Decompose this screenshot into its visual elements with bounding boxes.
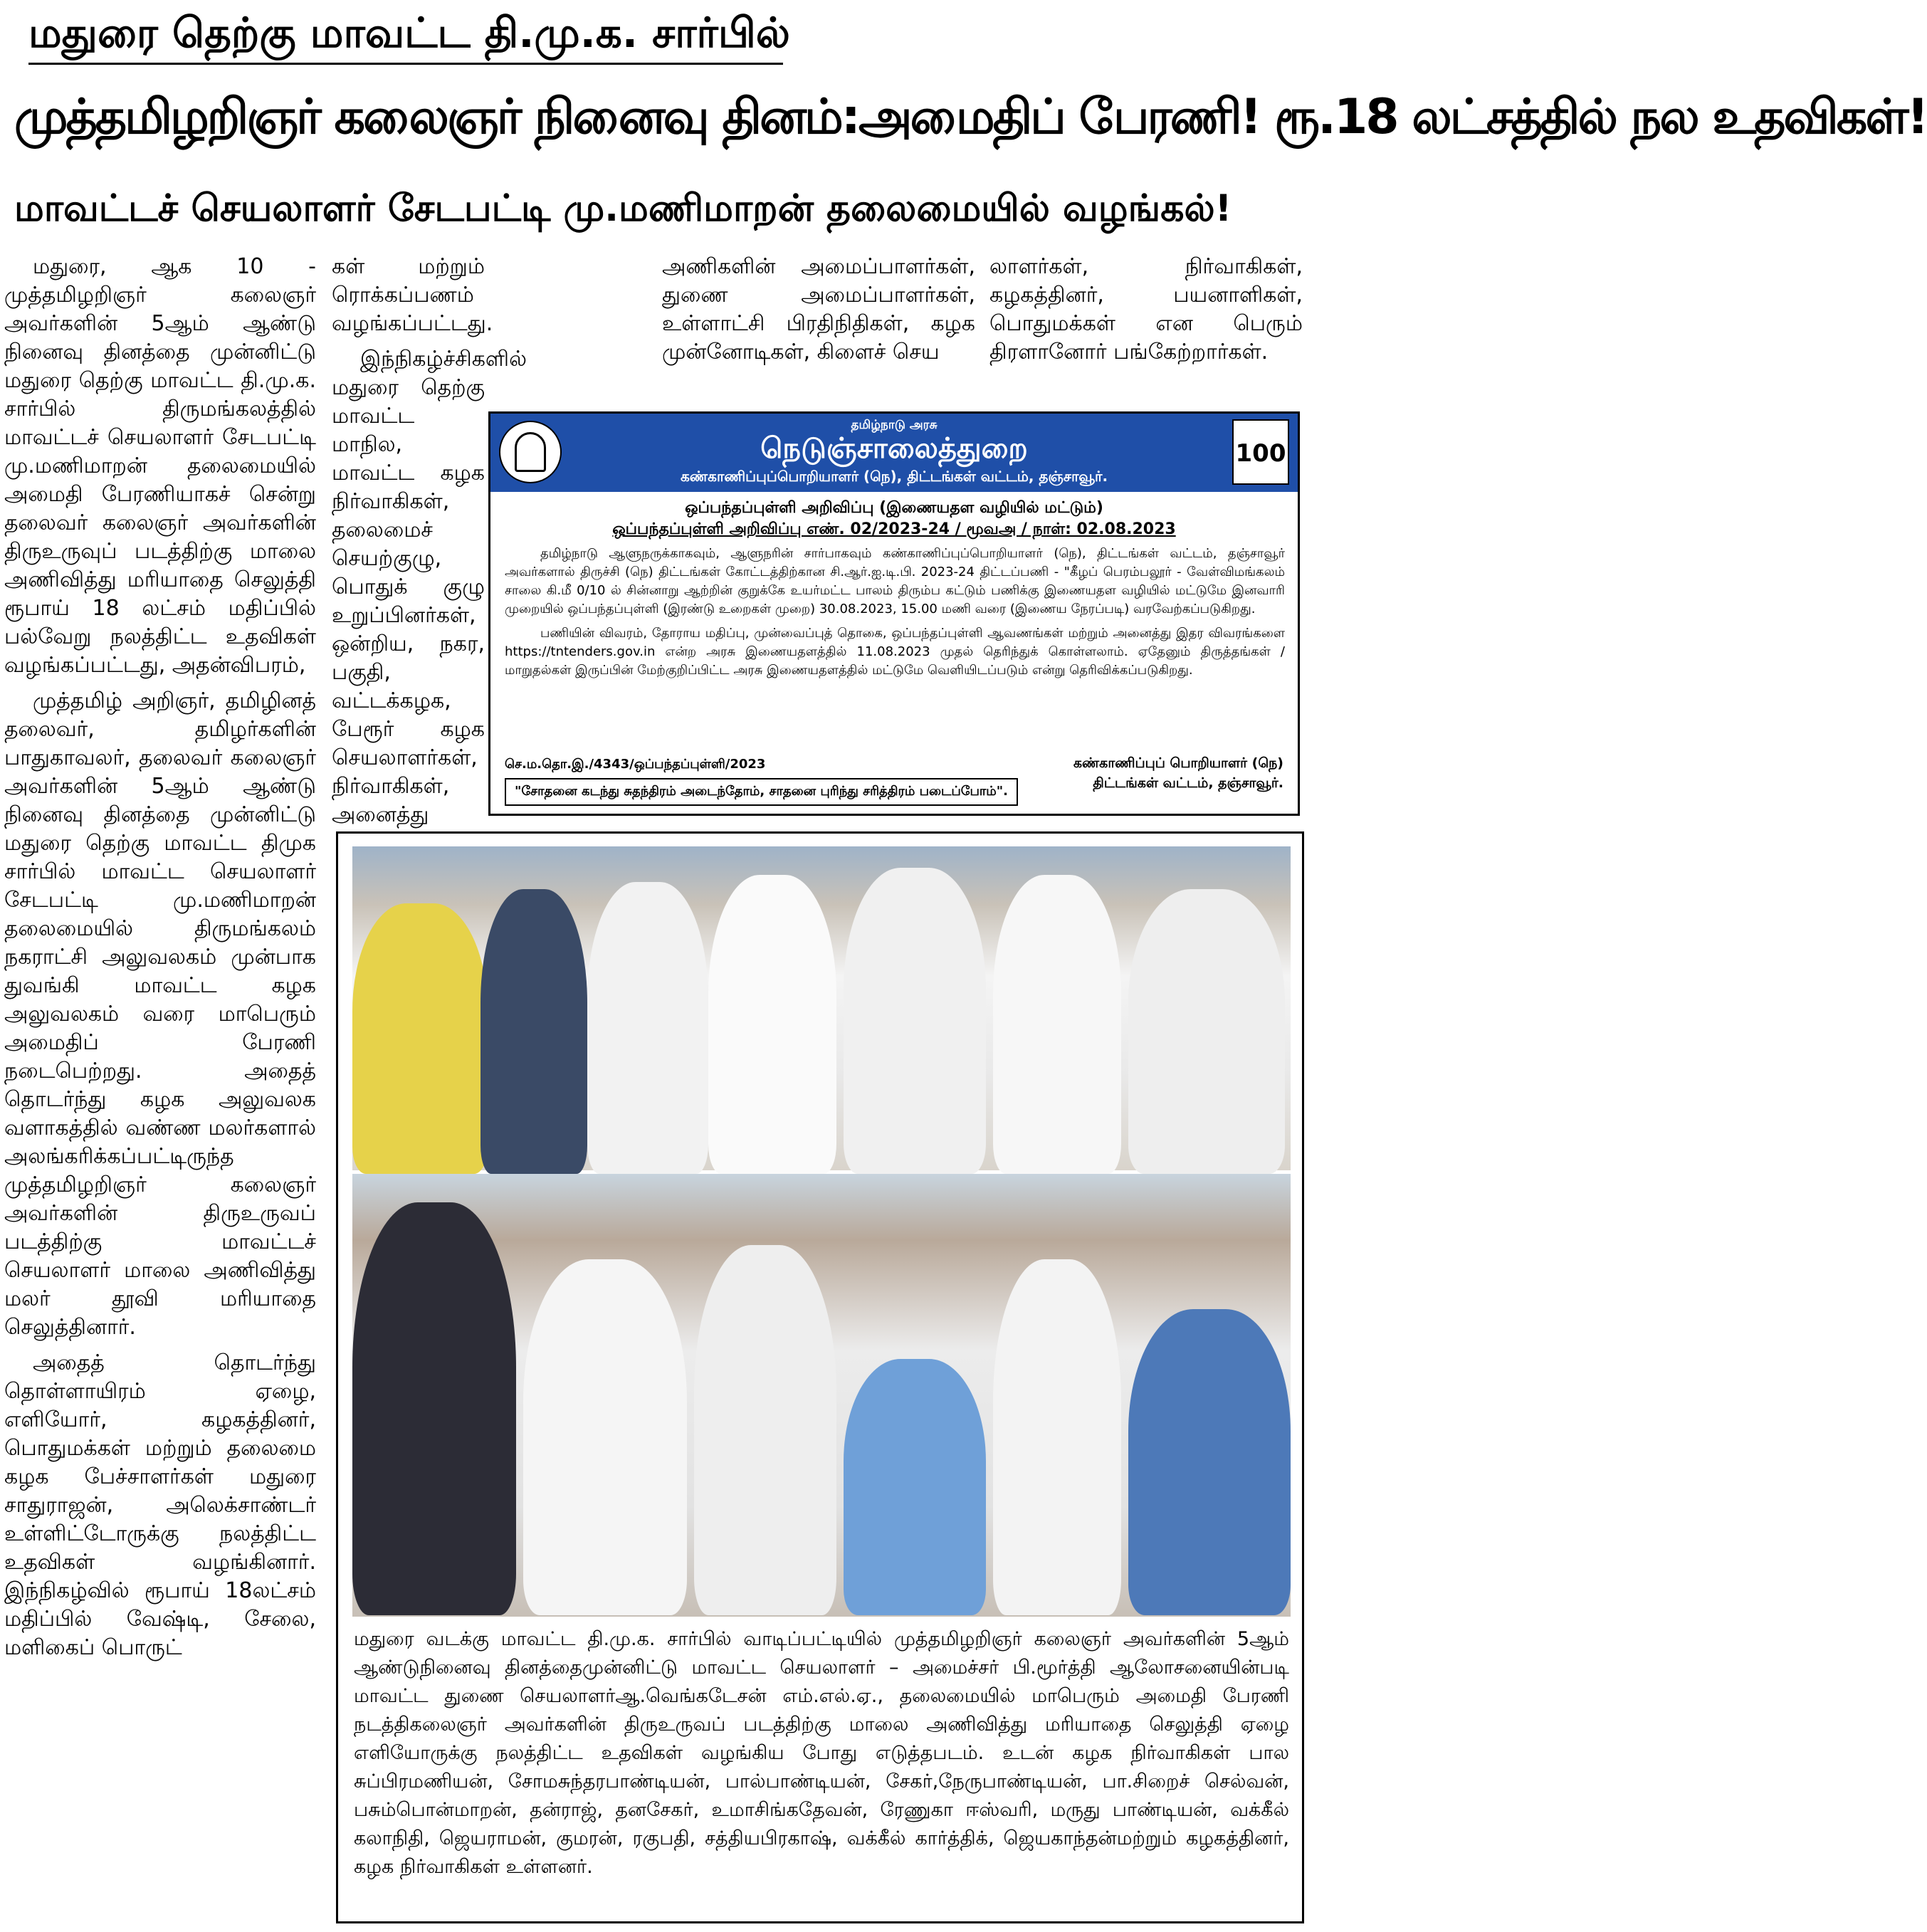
article-paragraph: முத்தமிழ் அறிஞர், தமிழினத் தலைவர், தமிழர்களின் பாதுகாவலர், தலைவர் கலைஞர் அவர்களின் 5ஆம் ஆண்டு நினைவு தினத்தை முன்னிட்டு மதுரை தெற்கு மாவட்ட திமுக சார்பில் மாவட்ட செயலாளர் சேடபட்டி மு.மணிமாறன் தலைமையில் திருமங்கலம் நகராட்சி அலுவலகம் முன்பாக துவங்கி மாவட்ட கழக அலுவலகம் வரை மாபெரும் அமைதிப் பேரணி நடைபெற்றது. அதைத் தொடர்ந்து கழக அலுவலக வளாகத்தில் வண்ண மலர்களால் அலங்கரிக்கப்பட்டிருந்த முத்தமிழறிஞர் கலைஞர் அவர்களின் திருஉருவப் படத்திற்கு மாவட்டச் செயலாளர் மாலை அணிவித்து மலர் தூவி மரியாதை செலுத்தினார்.: [4, 688, 316, 1340]
photo-frame: [336, 831, 1304, 1923]
ad-notice-title: ஒப்பந்தப்புள்ளி அறிவிப்பு (இணையதள வழியில் மட்டும்): [685, 499, 1103, 517]
ad-signatory-office: திட்டங்கள் வட்டம், தஞ்சாவூர்.: [1093, 775, 1283, 791]
kicker-headline: மதுரை தெற்கு மாவட்ட தி.மு.க. சார்பில்: [28, 9, 790, 57]
article-column-3: [662, 253, 975, 409]
ad-slogan: "சோதனை கடந்து சுதந்திரம் அடைந்தோம், சாதனை புரிந்து சரித்திரம் படைப்போம்".: [505, 778, 1018, 806]
ad-reference-number: செ.ம.தொ.இ./4343/ஒப்பந்தப்புள்ளி/2023: [505, 757, 766, 772]
article-paragraph: லாளர்கள், நிர்வாகிகள், கழகத்தினர், பயனாளிகள், பொதுமக்கள் என பெரும் திரளானோர் பங்கேற்றார்கள்.: [989, 254, 1303, 364]
ad-notice-number: ஒப்பந்தப்புள்ளி அறிவிப்பு எண். 02/2023-24 / மூவஅ / நாள்: 02.08.2023: [612, 520, 1176, 538]
article-paragraph: கள் மற்றும் ரொக்கப்பணம் வழங்கப்பட்டது.: [332, 254, 493, 336]
article-column-1: [4, 253, 316, 1926]
article-paragraph: அணிகளின் அமைப்பாளர்கள், துணை அமைப்பாளர்கள், உள்ளாட்சி பிரதிநிதிகள், கழக முன்னோடிகள், கிளைச் செய: [662, 254, 975, 364]
article-column-4: [989, 253, 1303, 409]
welfare-distribution-photo: [352, 1174, 1291, 1617]
ad-government-label: தமிழ்நாடு அரசு: [851, 418, 938, 432]
ad-header-banner: [490, 414, 1298, 492]
ad-signatory-title: கண்காணிப்புப் பொறியாளர் (நெ): [1073, 755, 1283, 771]
sub-headline: மாவட்டச் செயலாளர் சேடபட்டி மு.மணிமாறன் தலைமையில் வழங்கல்!: [14, 187, 1232, 230]
ad-paragraph: பணியின் விவரம், தோராய மதிப்பு, முன்வைப்புத் தொகை, ஒப்பந்தப்புள்ளி ஆவணங்கள் மற்றும் அனைத்து இதர விவரங்களை https://tntenders.gov.in என்ற அரசு இணையதளத்தில் 11.08.2023 முதல் தெரிந்துக் கொள்ளலாம். ஏதேனும் திருத்தங்கள் / மாறுதல்கள் இருப்பின் மேற்குறிப்பிட்ட அரசு இணையதளத்தில் மட்டுமே வெளியிடப்படும் என்று தெரிவிக்கப்படுகிறது.: [505, 626, 1285, 678]
centenary-logo: 100: [1232, 419, 1289, 485]
article-column-2: [332, 253, 527, 827]
rally-photo: [352, 846, 1291, 1170]
kicker-divider: [28, 63, 783, 65]
article-paragraph: மதுரை, ஆக 10 - முத்தமிழறிஞர் கலைஞர் அவர்களின் 5ஆம் ஆண்டு நினைவு தினத்தை முன்னிட்டு மதுரை தெற்கு மாவட்ட தி.மு.க. சார்பில் திருமங்கலத்தில் மாவட்டச் செயலாளர் சேடபட்டி மு.மணிமாறன் தலைமையில் அமைதி பேரணியாகச் சென்று தலைவர் கலைஞர் அவர்களின் திருஉருவுப் படத்திற்கு மாலை அணிவித்து மரியாதை செலுத்தி ரூபாய் 18 லட்சம் மதிப்பில் பல்வேறு நலத்திட்ட உதவிகள் வழங்கப்பட்டது, அதன்விபரம்,: [4, 254, 316, 678]
article-paragraph: அதைத் தொடர்ந்து தொள்ளாயிரம் ஏழை, எளியோர், கழகத்தினர், பொதுமக்கள் மற்றும் தலைமை கழக பேச்சாளர்கள் மதுரை சாதுராஜன், அலெக்சாண்டர் உள்ளிட்டோருக்கு நலத்திட்ட உதவிகள் வழங்கினார். இந்நிகழ்வில் ரூபாய் 18லட்சம் மதிப்பில் வேஷ்டி, சேலை, மளிகைப் பொருட்: [4, 1350, 316, 1660]
article-paragraph: இந்நிகழ்ச்சிகளில் மதுரை தெற்கு மாவட்ட மாநில, மாவட்ட கழக நிர்வாகிகள், தலைமைச் செயற்குழு, பொதுக் குழு உறுப்பினர்கள், ஒன்றிய, நகர, பகுதி, வட்டக்கழக, பேரூர் கழக செயலாளர்கள், நிர்வாகிகள், அனைத்து: [332, 347, 527, 827]
ad-department-title: நெடுஞ்சாலைத்துறை: [760, 432, 1028, 465]
photo-caption: மதுரை வடக்கு மாவட்ட தி.மு.க. சார்பில் வாடிப்பட்டியில் முத்தமிழறிஞர் கலைஞர் அவர்களின் 5ஆம் ஆண்டுநினைவு தினத்தைமுன்னிட்டு மாவட்ட செயலாளர் – அமைச்சர் பி.மூர்த்தி ஆலோசனையின்படி மாவட்ட துணை செயலாளர்ஆ.வெங்கடேசன் எம்.எல்.ஏ., தலைமையில் மாபெரும் அமைதி பேரணி நடத்திகலைஞர் அவர்களின் திருஉருவப் படத்திற்கு மாலை அணிவித்து மரியாதை செலுத்தி ஏழை எளியோருக்கு நலத்திட்ட உதவிகள் வழங்கிய போது எடுத்தபடம். உடன் கழக நிர்வாகிகள் பால சுப்பிரமணியன், சோமசுந்தரபாண்டியன், பால்பாண்டியன், சேகர்,நேருபாண்டியன், பா.சிறைச் செல்வன், பசும்பொன்மாறன், தன்ராஜ், தனசேகர், உமாசிங்கதேவன், ரேணுகா ஈஸ்வரி, மருது பாண்டியன், வக்கீல் கலாநிதி, ஜெயராமன், குமரன், ரகுபதி, சத்தியபிரகாஷ், வக்கீல் கார்த்திக், ஜெயகாந்தன்மற்றும் கழகத்தினர், கழக நிர்வாகிகள் உள்ளனர்.: [354, 1628, 1289, 1878]
ad-paragraph: தமிழ்நாடு ஆளுநருக்காகவும், ஆளுநரின் சார்பாகவும் கண்காணிப்புப்பொறியாளர் (நெ), திட்டங்கள் வட்டம், தஞ்சாவூர் அவர்களால் திருச்சி (நெ) திட்டங்கள் கோட்டத்திற்கான சி.ஆர்.ஐ.டி.பி. 2023-24 திட்டப்பணி - "கீழப் பெரம்பலூர் - வேள்விமங்கலம் சாலை கி.மீ 0/10 ல் சின்னாறு ஆற்றின் குறுக்கே உயர்மட்ட பாலம் திரும்ப கட்டும் பணிக்கு இணையதள வழியில் மட்டுமே இனவாரி முறையில் ஒப்பந்தப்புள்ளி (இரண்டு உறைகள் முறை) 30.08.2023, 15.00 மணி வரை (இணைய நேரப்படி) வரவேற்கப்படுகிறது.: [505, 546, 1285, 616]
ad-office-line: கண்காணிப்புப்பொறியாளர் (நெ), திட்டங்கள் வட்டம், தஞ்சாவூர்.: [680, 468, 1108, 485]
tender-advertisement: [488, 411, 1300, 816]
main-headline: முத்தமிழறிஞர் கலைஞர் நினைவு தினம்:அமைதிப் பேரணி! ரூ.18 லட்சத்தில் நல உதவிகள்!: [14, 89, 1927, 145]
ad-body: [505, 545, 1285, 686]
